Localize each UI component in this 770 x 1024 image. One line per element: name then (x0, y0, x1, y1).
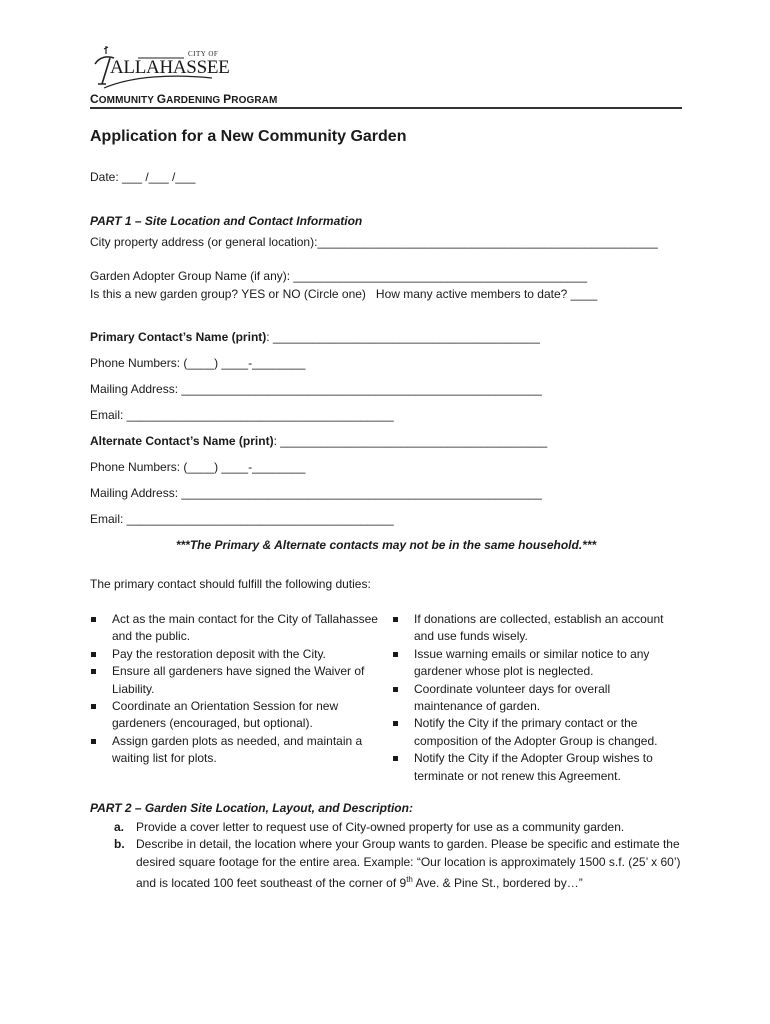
duties-list-right (392, 611, 682, 785)
part2-list (90, 819, 690, 893)
alternate-mailing-field[interactable]: Mailing Address: ______________________________________________________ (90, 486, 542, 500)
duty-item: Act as the main contact for the City of Tallahassee and the public. (90, 611, 380, 646)
primary-contact-name-field[interactable] (90, 330, 540, 344)
primary-email-field[interactable]: Email: ________________________________________ (90, 408, 394, 422)
new-group-field[interactable]: Is this a new garden group? YES or NO (Circle one) How many active members to date? ____ (90, 287, 598, 301)
part2-item-superscript: th (406, 875, 413, 885)
program-name-part: OMMUNITY (98, 95, 157, 106)
program-name (90, 92, 277, 106)
part2-item-b (90, 836, 690, 892)
alternate-contact-blank: : ________________________________________ (273, 434, 548, 448)
duty-item: Issue warning emails or similar notice to any gardener whose plot is neglected. (392, 646, 682, 681)
address-field[interactable]: City property address (or general location):___________________________________________________ (90, 235, 658, 249)
part2-heading: PART 2 – Garden Site Location, Layout, and Description: (90, 801, 413, 815)
alternate-contact-label: Alternate Contact’s Name (print) (90, 434, 274, 448)
date-field[interactable]: Date: ___ /___ /___ (90, 170, 196, 184)
part2-item-text: Describe in detail, the location where your Group wants to garden. Please be specific and estimate the desired square footage for the entire area. Example: “Our location is approximately 1500 s.f. (25’ x 60’) and is located 100 feet southeast of the corner of 9 (136, 837, 681, 891)
duty-item: Notify the City if the primary contact or the composition of the Adopter Group is changed. (392, 715, 682, 750)
duties-intro: The primary contact should fulfill the following duties: (90, 577, 371, 591)
program-name-part: ARDENING (166, 95, 224, 106)
household-note: ***The Primary & Alternate contacts may not be in the same household.*** (175, 538, 597, 552)
duty-item: Coordinate an Orientation Session for new gardeners (encouraged, but optional). (90, 698, 380, 733)
duty-item: Coordinate volunteer days for overall maintenance of garden. (392, 681, 682, 716)
group-name-field[interactable]: Garden Adopter Group Name (if any): ____________________________________________ (90, 269, 588, 283)
header-divider (90, 107, 682, 109)
part2-item-text: Provide a cover letter to request use of City-owned property for use as a community garden. (136, 820, 625, 834)
alternate-email-field[interactable]: Email: ________________________________________ (90, 512, 394, 526)
duty-item: Notify the City if the Adopter Group wishes to terminate or not renew this Agreement. (392, 750, 682, 785)
alternate-contact-name-field[interactable] (90, 434, 547, 448)
duty-item: Ensure all gardeners have signed the Waiver of Liability. (90, 663, 380, 698)
program-name-part: G (156, 92, 167, 106)
duty-item: If donations are collected, establish an account and use funds wisely. (392, 611, 682, 646)
part2-item-a (90, 819, 690, 836)
duty-item: Pay the restoration deposit with the City. (90, 646, 380, 663)
alternate-phone-field[interactable]: Phone Numbers: (____) ____-________ (90, 460, 306, 474)
page-title: Application for a New Community Garden (90, 128, 407, 145)
duty-item: Assign garden plots as needed, and maintain a waiting list for plots. (90, 733, 380, 768)
program-name-part: C (90, 92, 99, 106)
program-name-part: P (223, 92, 232, 106)
primary-contact-blank: : ________________________________________ (266, 330, 540, 344)
part2-item-marker: b. (114, 837, 125, 852)
primary-contact-label: Primary Contact’s Name (print) (90, 330, 267, 344)
program-name-part: ROGRAM (231, 95, 278, 106)
duties-list-left (90, 611, 380, 768)
primary-phone-field[interactable]: Phone Numbers: (____) ____-________ (90, 356, 306, 370)
logo-city-of: CITY OF (188, 50, 219, 58)
part2-item-text-after: Ave. & Pine St., bordered by…” (412, 876, 583, 891)
primary-mailing-field[interactable]: Mailing Address: ______________________________________________________ (90, 382, 542, 396)
part2-item-marker: a. (114, 820, 125, 834)
logo-wordmark: ALLAHASSEE (110, 57, 230, 78)
part1-heading: PART 1 – Site Location and Contact Information (90, 214, 363, 228)
city-logo (92, 44, 230, 90)
